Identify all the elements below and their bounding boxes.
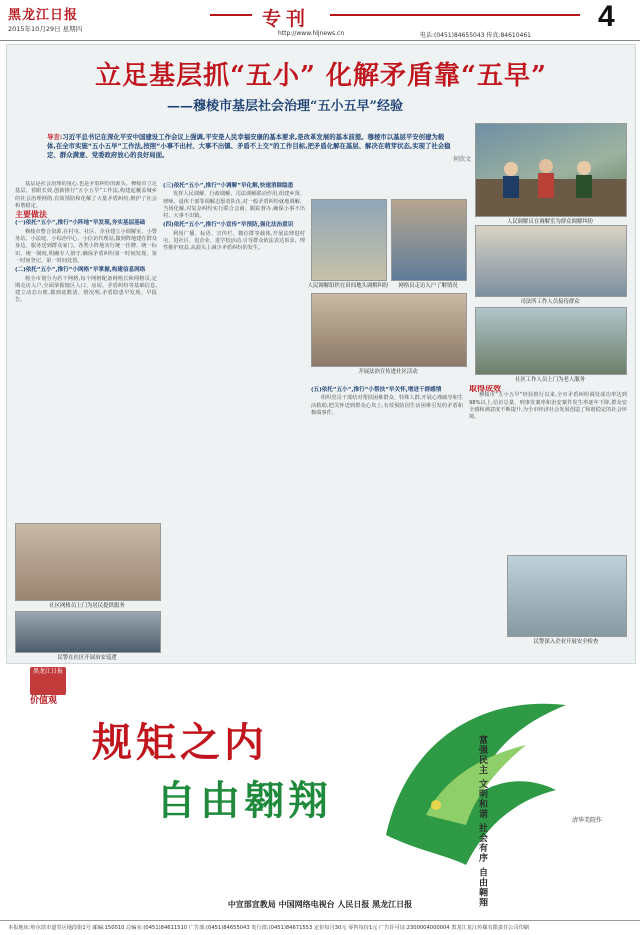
header-divider	[0, 40, 640, 41]
photo-grid-2-caption: 网格员走访入户了解情况	[398, 283, 458, 289]
ad-verse: 富强民主 文明和谐 社会有序 自由翱翔	[477, 735, 487, 908]
article-byline: 何欣文	[453, 156, 472, 163]
photo-bottom-right	[507, 555, 627, 637]
masthead-logo: 黑龙江日报	[8, 8, 79, 23]
header-rule-right	[330, 14, 580, 16]
footer-imprint: 本报地址:哈尔滨市道里区地段街1号 邮编:150010 总编室:(0451)84611510 广告部:(0451)84655043 发行部:(0451)84671553 定价每月30元 零售每份1元 广告许可证:2300004000004 黑龙江龙江传媒有限责任公司印刷	[8, 925, 530, 931]
ad-badge-top: 黑龙江日报	[32, 668, 63, 675]
photo-illustration	[476, 124, 626, 216]
photo-left-1-caption: 社区网格员上门为居民提供服务	[49, 603, 125, 609]
lead-label: 导言:	[47, 133, 63, 141]
photo-left-2	[15, 611, 161, 653]
ad-sponsors: 中宣部宣教局 中国网络电视台 人民日报 黑龙江日报	[227, 900, 413, 909]
results-heading: 取得成效	[469, 385, 501, 393]
photo-left-2-caption: 民警在社区开展治安巡逻	[57, 655, 117, 661]
ad-badge	[30, 667, 66, 695]
photo-grid-2	[391, 199, 467, 281]
main-section-heading: 主要做法	[15, 210, 47, 220]
page-header	[0, 0, 640, 46]
photo-bottom-right-caption: 民警深入企业开展安全检查	[533, 639, 599, 645]
publication-date: 2015年10月29日 星期四	[8, 25, 83, 33]
ad-badge-label: 价值观	[30, 696, 58, 706]
section-1-text: 穆棱市整合资源,在村屯、社区、企业建立小调解室、小警务站、小法庭、小综治中心、小信访代理站,做到阵地建在群众身边、服务送到群众家门。各类小阵地实行统一挂牌、统一标识、统一制度,明确专人值守,确保矛盾纠纷第一时间发现、第一时间登记、第一时间处置。	[15, 228, 157, 264]
article-column-4	[469, 385, 627, 549]
photo-mediation-room	[475, 123, 627, 217]
section-title: 专刊	[262, 8, 311, 30]
section-4-heading: (四)依托“五小”,推行“小宣传”早预防,强化法治意识	[163, 222, 294, 229]
header-rule-left	[210, 14, 252, 16]
section-2-text: 将全市划分为若干网格,每个网格配备网格长和网格员,定期走访入户,全面掌握辖区人口、房屋、矛盾纠纷等基础信息,建立动态台账,做到底数清、情况明,矛盾隐患早发现、早报告。	[15, 275, 157, 304]
ad-title-line-1: 规矩之内	[92, 719, 268, 766]
article-column-1	[15, 181, 157, 519]
section-1-heading: (一)依托“五小”,推行“小阵地”早发现,夯实基层基础	[15, 220, 146, 227]
intro-paragraph: 基层是社会治理的重心,也是矛盾纠纷的源头。穆棱市立足基层、着眼长效,创新推行“五小五早”工作法,构建起覆盖城乡的社会治理网络,有效预防和化解了大量矛盾纠纷,维护了社会和谐稳定。	[15, 181, 157, 209]
article-column-2	[163, 181, 305, 651]
photo-grid-5-caption: 社区工作人员上门为老人服务	[514, 377, 586, 383]
page-footer	[0, 920, 640, 935]
lead-text: 习近平总书记在深化平安中国建设工作会议上强调,平安是人民幸福安康的基本要求,是改革发展的基本前提。穆棱市以基层平安创建为载体,在全市实施“五小五早”工作法,按照“小事不出村、大事不出镇、矛盾不上交”的工作目标,把矛盾化解在基层、解决在萌芽状态,实现了社会稳定、群众满意、党委政府放心的良好局面。	[47, 133, 451, 159]
page-number: 4	[598, 0, 615, 33]
article-column-3	[311, 385, 463, 655]
article-subheadline: ——穆棱市基层社会治理“五小五早”经验	[167, 99, 403, 114]
feature-article	[6, 44, 636, 664]
photo-grid-3-caption: 司法所工作人员接待群众	[520, 299, 580, 305]
section-3-text: 发挥人民调解、行政调解、司法调解联动作用,组建乡贤、律师、退休干部等调解志愿者队伍,对一般矛盾纠纷就地调解、当场化解,对复杂纠纷实行联合会商、跟踪督办,确保小事不出村、大事不出镇。	[163, 191, 305, 220]
dove-illustration	[366, 685, 576, 890]
photo-left-1	[15, 523, 161, 601]
photo-grid-4-caption: 开展法治宣传进社区活动	[358, 369, 418, 375]
photo-grid-4	[311, 293, 467, 367]
photo-grid-1	[311, 199, 387, 281]
ad-credit: 清华美院作	[572, 817, 603, 824]
website-url[interactable]: http://www.hljnews.cn	[278, 30, 345, 37]
public-service-ad	[6, 665, 634, 915]
results-text: 穆棱市“五小五早”经验推行以来,全市矛盾纠纷调处成功率达到98%以上,信访总量、刑事发案率和治安案件发生率逐年下降,群众安全感和满意度不断提升,为全市经济社会发展创造了和谐稳定的社会环境。	[469, 392, 627, 421]
caption-right-top: 人民调解员在调解室为群众调解纠纷	[506, 219, 594, 225]
contact-hotline: 电话:(0451)84655043 传真:84610461	[420, 32, 531, 39]
section-5-heading: (五)依托“五小”,推行“小帮扶”早关怀,增进干群感情	[311, 387, 442, 393]
article-headline: 立足基层抓“五小” 化解矛盾靠“五早”	[95, 61, 547, 91]
section-2-heading: (二)依托“五小”,推行“小网格”早掌握,构建信息网络	[15, 267, 146, 274]
photo-grid-1-caption: 人民调解组织在田间地头调解纠纷	[307, 283, 389, 289]
dove-eye-icon	[431, 800, 441, 810]
photo-grid-5	[475, 307, 627, 375]
section-4-text: 利用广播、标语、宣传栏、微信群等载体,开展法律进村屯、进社区、进企业、进学校活动,引导群众依法表达诉求、理性维护权益,从源头上减少矛盾纠纷的发生。	[163, 230, 305, 252]
ad-title-line-2: 自由翱翔	[156, 777, 332, 824]
photo-grid-3	[475, 225, 627, 297]
section-3-heading: (三)依托“五小”,推行“小调解”早化解,快速消除隐患	[163, 183, 294, 189]
article-lead	[47, 133, 452, 160]
section-5-text: 组织党员干部结对帮扶困难群众、特殊人群,开展心理疏导和生活救助,把关怀送到群众心坎上,有效预防因生活困难引发的矛盾和极端事件。	[311, 395, 463, 416]
